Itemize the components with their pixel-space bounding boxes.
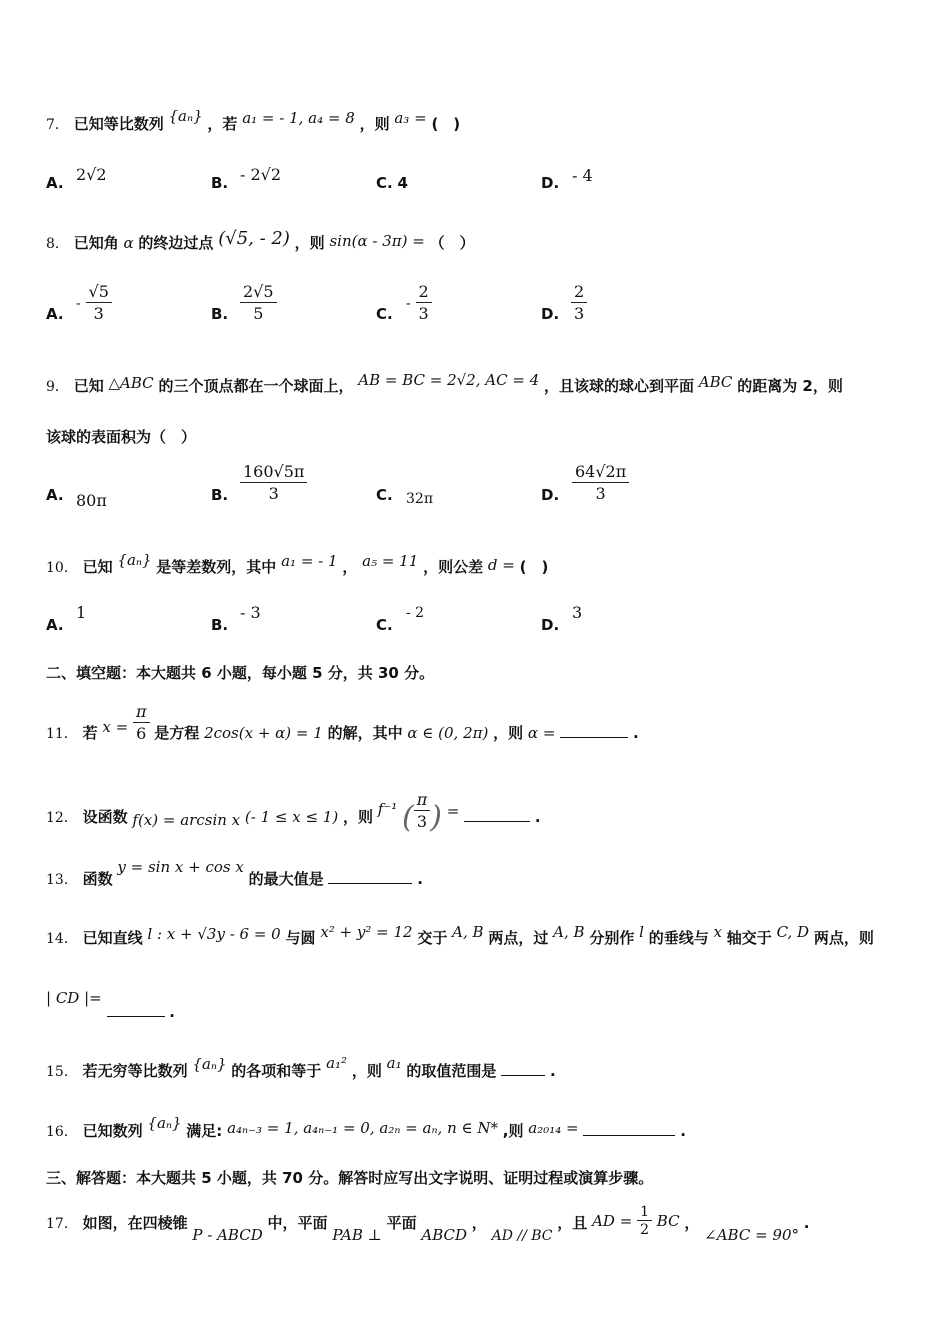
q8-option-c-value: - $\frac{2}{3}$ bbox=[406, 282, 432, 325]
right-paren: ) bbox=[430, 800, 442, 835]
q9-option-c-value: 32π bbox=[406, 491, 434, 507]
question-number: 14． bbox=[46, 931, 78, 947]
answer-blank[interactable] bbox=[107, 1002, 165, 1017]
fraction: $\frac{\pi}{3}$ bbox=[414, 790, 431, 833]
q10-option-c-value: - 2 bbox=[406, 605, 425, 621]
question-16: 16． 已知数列 {aₙ} 满足: a₄ₙ₋₃ = 1, a₄ₙ₋₁ = 0, a₂ₙ = aₙ, n ∈ N* ,则 a₂₀₁₄ = . bbox=[46, 1114, 686, 1140]
q8-option-c[interactable]: C. bbox=[376, 305, 393, 323]
q7-option-a-value: 2√2 bbox=[76, 165, 107, 184]
q7-option-a[interactable]: A. bbox=[46, 174, 64, 192]
q10-option-a-value: 1 bbox=[76, 603, 87, 622]
question-12: 12． 设函数 f(x) = arcsin x (- 1 ≤ x ≤ 1) ，则 f⁻¹ ( $\frac{\pi}{3}$ ) = . bbox=[46, 790, 541, 835]
q8-option-b-value bbox=[240, 282, 277, 325]
q9-option-d-value bbox=[572, 462, 629, 505]
question-number: 9． bbox=[46, 379, 69, 395]
question-14-line2: | CD |= . bbox=[46, 989, 175, 1021]
q9-option-b-value bbox=[240, 462, 307, 505]
fraction: $\frac{64√2\pi}{3}$ bbox=[572, 462, 629, 505]
q10-option-d[interactable]: D. bbox=[541, 616, 560, 634]
q8-option-a-value: - $\frac{√5}{3}$ bbox=[76, 282, 112, 325]
q8-option-d[interactable]: D. bbox=[541, 305, 560, 323]
question-number: 12． bbox=[46, 810, 78, 826]
question-8: 8． 已知角 α 的终边过点 (√5, - 2) ，则 sin(α - 3π) = （ ） bbox=[46, 228, 475, 252]
q7-option-b-value: - 2√2 bbox=[240, 165, 282, 184]
fraction: $\frac{2√5}{5}$ bbox=[240, 282, 277, 325]
q10-option-b[interactable]: B. bbox=[211, 616, 229, 634]
q9-option-d[interactable]: D. bbox=[541, 486, 560, 504]
question-15: 15． 若无穷等比数列 {aₙ} 的各项和等于 a₁² ，则 a₁ 的取值范围是 . bbox=[46, 1054, 556, 1080]
q7-option-d[interactable]: D. bbox=[541, 174, 560, 192]
q9-option-a[interactable]: A. bbox=[46, 486, 64, 504]
fraction: $\frac{√5}{3}$ bbox=[86, 282, 112, 325]
section-heading-solutions: 三、解答题：本大题共 5 小题，共 70 分。解答时应写出文字说明、证明过程或演算步骤。 bbox=[46, 1169, 654, 1187]
question-7: 7． 已知等比数列 {aₙ} ，若 a₁ = - 1, a₄ = 8 ，则 a₃ = ( ) bbox=[46, 107, 461, 133]
question-17: 17． 如图，在四棱锥 P - ABCD 中，平面 PAB ⊥ 平面 ABCD ， AD // BC ，且 AD = $\frac{1}{2}$ BC ， ∠ABC = 90° . bbox=[46, 1204, 810, 1244]
question-number: 16． bbox=[46, 1124, 78, 1140]
q7-option-c[interactable]: C. 4 bbox=[376, 174, 408, 192]
question-number: 13． bbox=[46, 872, 78, 888]
q9-option-b[interactable]: B. bbox=[211, 486, 229, 504]
fraction: $\frac{2}{3}$ bbox=[571, 282, 587, 325]
question-14: 14． 已知直线 l : x + √3y - 6 = 0 与圆 x² + y² = 12 交于 A, B 两点，过 A, B 分别作 l 的垂线与 x 轴交于 C, D 两点，则 bbox=[46, 923, 874, 947]
question-number: 15． bbox=[46, 1064, 78, 1080]
section-heading-fill-in: 二、填空题：本大题共 6 小题，每小题 5 分，共 30 分。 bbox=[46, 664, 435, 682]
answer-blank[interactable] bbox=[583, 1121, 675, 1136]
question-11: 11． 若 x = $\frac{\pi}{6}$ 是方程 2cos(x + α) = 1 的解，其中 α ∈ (0, 2π) ，则 α = . bbox=[46, 702, 639, 743]
q8-option-a[interactable]: A. bbox=[46, 305, 64, 323]
question-number: 17． bbox=[46, 1216, 78, 1232]
q10-option-b-value: - 3 bbox=[240, 603, 261, 622]
q10-option-a[interactable]: A. bbox=[46, 616, 64, 634]
answer-blank[interactable] bbox=[560, 723, 628, 738]
question-9-line2: 该球的表面积为（ ） bbox=[46, 428, 197, 446]
fraction: $\frac{2}{3}$ bbox=[416, 282, 432, 325]
left-paren: ( bbox=[402, 800, 414, 835]
fraction: $\frac{1}{2}$ bbox=[637, 1204, 652, 1239]
question-10: 10． 已知 {aₙ} 是等差数列，其中 a₁ = - 1 ， a₅ = 11 ，则公差 d = ( ) bbox=[46, 551, 549, 576]
question-number: 8． bbox=[46, 236, 69, 252]
q9-option-a-value: 80π bbox=[76, 491, 107, 510]
q7-option-b[interactable]: B. bbox=[211, 174, 229, 192]
q10-option-c[interactable]: C. bbox=[376, 616, 393, 634]
question-13: 13． 函数 y = sin x + cos x 的最大值是 . bbox=[46, 858, 423, 888]
q9-option-c[interactable]: C. bbox=[376, 486, 393, 504]
answer-blank[interactable] bbox=[501, 1061, 545, 1076]
question-number: 11． bbox=[46, 726, 78, 742]
q8-option-d-value bbox=[571, 282, 587, 325]
answer-blank[interactable] bbox=[328, 869, 412, 884]
q8-option-b[interactable]: B. bbox=[211, 305, 229, 323]
q7-option-d-value: - 4 bbox=[572, 166, 593, 185]
question-number: 7． bbox=[46, 117, 69, 133]
q10-option-d-value: 3 bbox=[572, 603, 583, 622]
fraction: $\frac{\pi}{6}$ bbox=[133, 702, 150, 745]
fraction: $\frac{160√5\pi}{3}$ bbox=[240, 462, 307, 505]
question-9: 9． 已知 △ABC 的三个顶点都在一个球面上， AB = BC = 2√2, AC = 4 ，且该球的球心到平面 ABC 的距离为 2，则 bbox=[46, 371, 843, 395]
question-number: 10． bbox=[46, 560, 78, 576]
answer-blank[interactable] bbox=[464, 807, 530, 822]
